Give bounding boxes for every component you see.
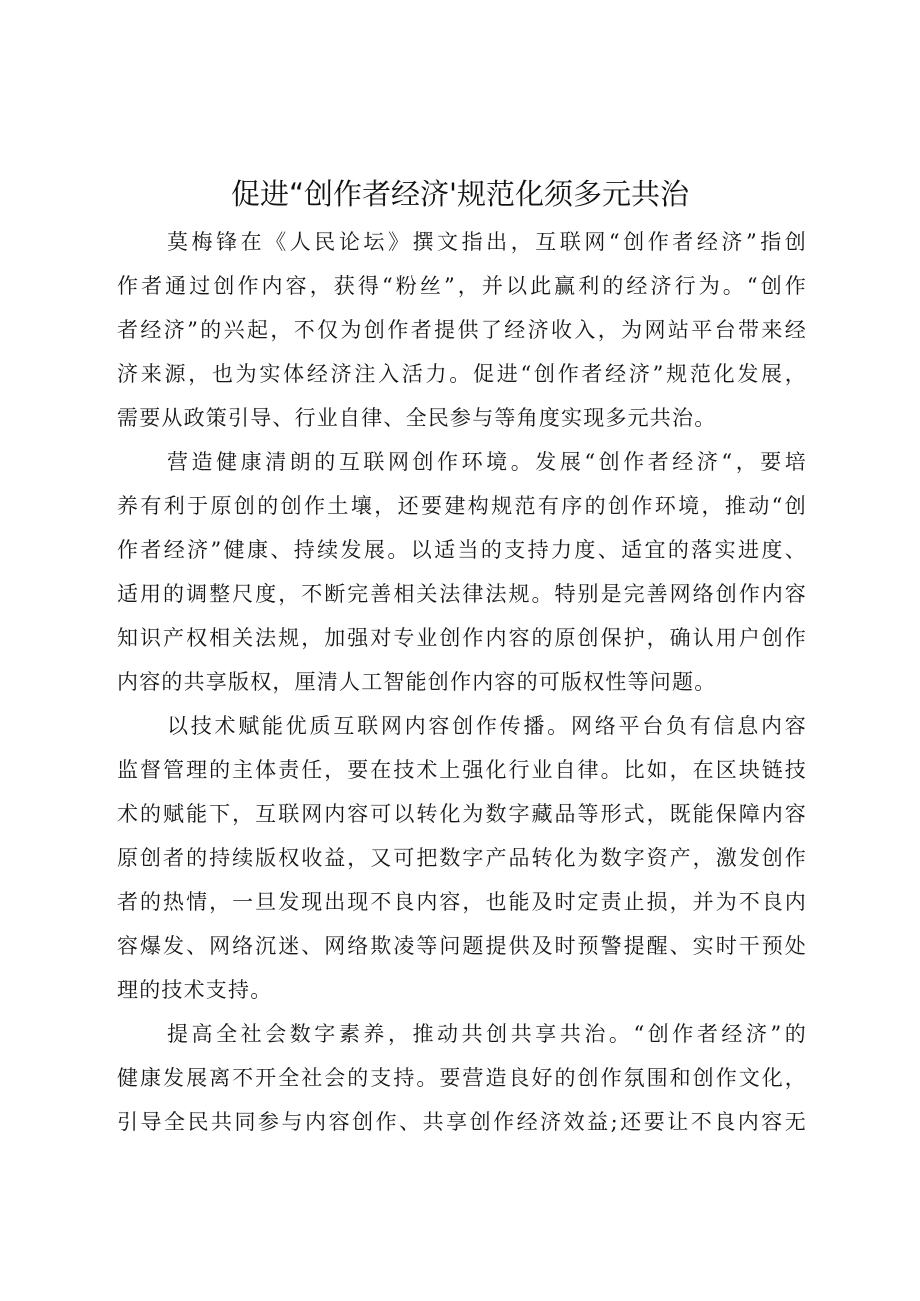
paragraph-1-line-3: 者经济”的兴起，不仅为创作者提供了经济收入，为网站平台带来经 [117, 318, 807, 342]
paragraph-2-line-5: 知识产权相关法规，加强对专业创作内容的原创保护，确认用户创作 [117, 626, 807, 650]
paragraph-1-line-5: 需要从政策引导、行业自律、全民参与等角度实现多元共治。 [117, 406, 717, 430]
paragraph-2-line-1: 营造健康清朗的互联网创作环境。发展“创作者经济“，要培 [167, 450, 807, 474]
paragraph-3-line-3: 术的赋能下，互联网内容可以转化为数字藏品等形式，既能保障内容 [117, 802, 807, 826]
paragraph-1-line-2: 作者通过创作内容，获得“粉丝”，并以此赢利的经济行为。“创作 [117, 274, 807, 298]
paragraph-3-line-1: 以技术赋能优质互联网内容创作传播。网络平台负有信息内容 [167, 714, 807, 738]
paragraph-2-line-6: 内容的共享版权，厘清人工智能创作内容的可版权性等问题。 [117, 670, 717, 694]
paragraph-4-line-3: 引导全民共同参与内容创作、共享创作经济效益;还要让不良内容无 [117, 1110, 807, 1134]
paragraph-1-line-4: 济来源，也为实体经济注入活力。促进“创作者经济”规范化发展， [117, 362, 807, 386]
paragraph-4-line-2: 健康发展离不开全社会的支持。要营造良好的创作氛围和创作文化， [117, 1066, 807, 1090]
paragraph-1-line-1: 莫梅锋在《人民论坛》撰文指出，互联网“创作者经济”指创 [167, 230, 807, 254]
paragraph-3-line-6: 容爆发、网络沉迷、网络欺凌等问题提供及时预警提醒、实时干预处 [117, 934, 807, 958]
paragraph-2-line-2: 养有利于原创的创作土壤，还要建构规范有序的创作环境，推动“创 [117, 494, 807, 518]
paragraph-2-line-3: 作者经济”健康、持续发展。以适当的支持力度、适宜的落实进度、 [117, 538, 807, 562]
paragraph-3-line-7: 理的技术支持。 [117, 978, 273, 1002]
paragraph-3-line-4: 原创者的持续版权收益，又可把数字产品转化为数字资产，激发创作 [117, 846, 807, 870]
article-title: 促进“创作者经济'规范化须多元共治 [231, 177, 689, 211]
paragraph-2-line-4: 适用的调整尺度，不断完善相关法律法规。特别是完善网络创作内容 [117, 582, 807, 606]
paragraph-3-line-2: 监督管理的主体责任，要在技术上强化行业自律。比如，在区块链技 [117, 758, 807, 782]
paragraph-3-line-5: 者的热情，一旦发现出现不良内容，也能及时定责止损，并为不良内 [117, 890, 807, 914]
paragraph-4-line-1: 提高全社会数字素养，推动共创共享共治。“创作者经济”的 [167, 1022, 807, 1046]
